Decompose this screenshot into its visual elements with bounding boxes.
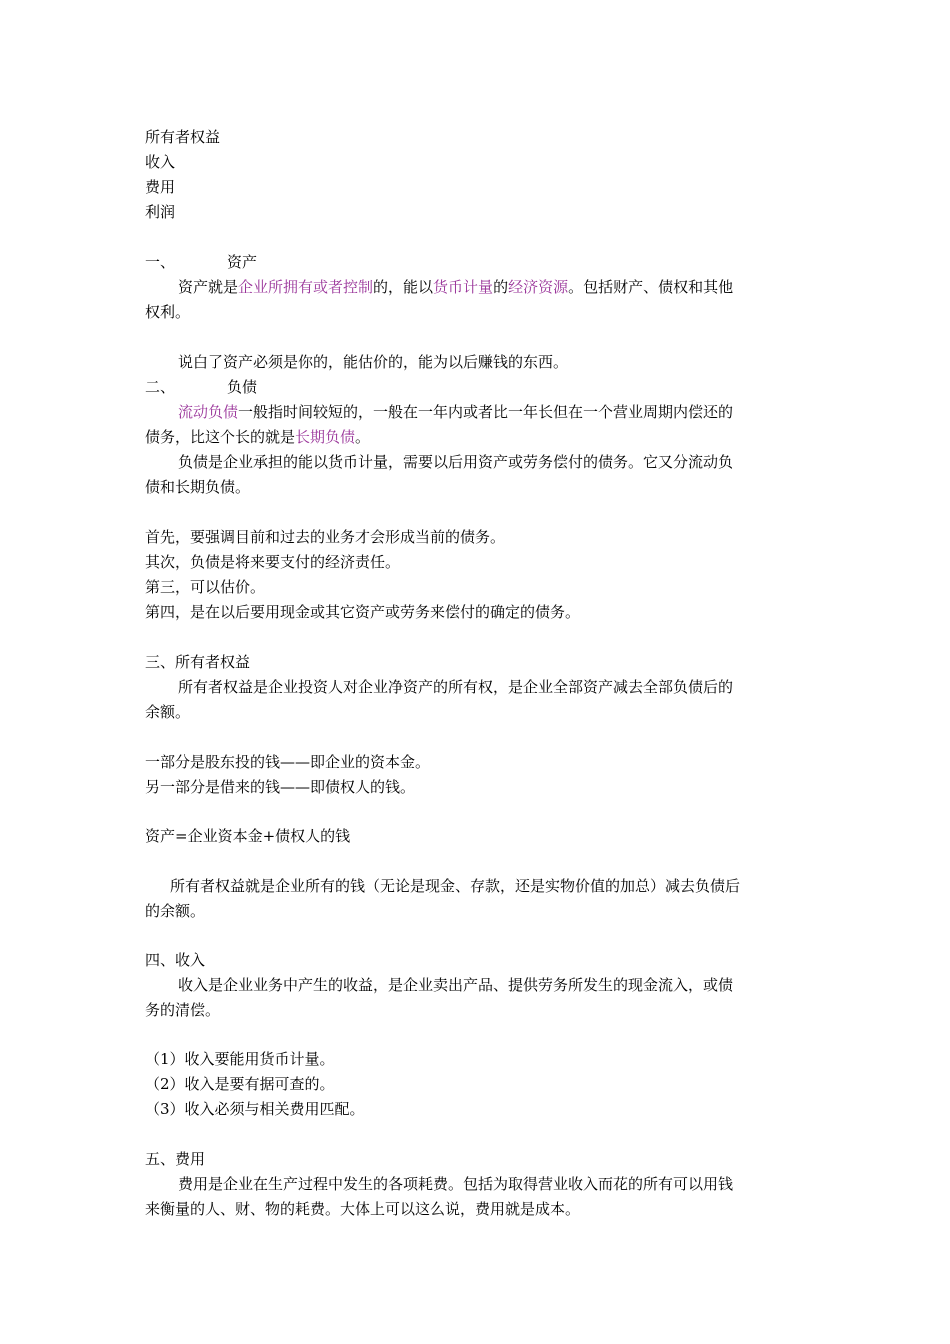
text-run: 的，能以 bbox=[373, 278, 434, 296]
highlighted-term: 流动负债 bbox=[178, 403, 239, 421]
list-item: 另一部分是借来的钱——即债权人的钱。 bbox=[145, 778, 416, 796]
paragraph-line: 所有者权益就是企业所有的钱（无论是现金、存款，还是实物价值的加总）减去负债后 bbox=[170, 877, 741, 895]
paragraph-line: 费用是企业在生产过程中发生的各项耗费。包括为取得营业收入而花的所有可以用钱 bbox=[178, 1175, 734, 1193]
text-run: 。 bbox=[355, 428, 371, 446]
paragraph-line bbox=[145, 427, 370, 447]
contents-item: 所有者权益 bbox=[145, 128, 221, 146]
list-item: 第四，是在以后要用现金或其它资产或劳务来偿付的确定的债务。 bbox=[145, 603, 581, 621]
section-title: 负债 bbox=[227, 378, 258, 396]
paragraph-line: 务的清偿。 bbox=[145, 1001, 221, 1019]
contents-item: 费用 bbox=[145, 178, 176, 196]
formula: 资产=企业资本金+债权人的钱 bbox=[145, 827, 351, 845]
section-heading-liabilities bbox=[145, 377, 257, 397]
list-item: 首先，要强调目前和过去的业务才会形成当前的债务。 bbox=[145, 528, 506, 546]
highlighted-term: 货币计量 bbox=[433, 278, 494, 296]
paragraph-line: 来衡量的人、财、物的耗费。大体上可以这么说，费用就是成本。 bbox=[145, 1200, 581, 1218]
highlighted-term: 长期负债 bbox=[295, 428, 356, 446]
list-item: （2）收入是要有据可查的。 bbox=[145, 1075, 335, 1093]
list-item: （1）收入要能用货币计量。 bbox=[145, 1050, 335, 1068]
text-run: 一般指时间较短的，一般在一年内或者比一年长但在一个营业周期内偿还的 bbox=[238, 403, 734, 421]
paragraph-line: 收入是企业业务中产生的收益，是企业卖出产品、提供劳务所发生的现金流入，或债 bbox=[178, 976, 734, 994]
section-number: 二、 bbox=[145, 378, 176, 396]
text-run: 。包括财产、债权和其他 bbox=[568, 278, 734, 296]
text-run: 的 bbox=[493, 278, 509, 296]
paragraph-line: 所有者权益是企业投资人对企业净资产的所有权，是企业全部资产减去全部负债后的 bbox=[178, 678, 734, 696]
contents-item: 收入 bbox=[145, 153, 176, 171]
section-heading-expenses: 五、费用 bbox=[145, 1150, 206, 1168]
list-item: （3）收入必须与相关费用匹配。 bbox=[145, 1100, 365, 1118]
paragraph-line bbox=[178, 277, 733, 297]
text-run: 资产就是 bbox=[178, 278, 239, 296]
section-heading-assets bbox=[145, 252, 257, 272]
section-title: 资产 bbox=[227, 253, 258, 271]
text-run: 债务，比这个长的就是 bbox=[145, 428, 296, 446]
list-item: 一部分是股东投的钱——即企业的资本金。 bbox=[145, 753, 431, 771]
highlighted-term: 经济资源 bbox=[508, 278, 569, 296]
section-number: 一、 bbox=[145, 253, 176, 271]
contents-item: 利润 bbox=[145, 203, 176, 221]
paragraph-line: 余额。 bbox=[145, 703, 191, 721]
section-heading-revenue: 四、收入 bbox=[145, 951, 206, 969]
section-heading-equity: 三、所有者权益 bbox=[145, 653, 251, 671]
highlighted-term: 企业所拥有或者控制 bbox=[238, 278, 374, 296]
paragraph-line: 负债是企业承担的能以货币计量，需要以后用资产或劳务偿付的债务。它又分流动负 bbox=[178, 453, 734, 471]
paragraph-line: 的余额。 bbox=[145, 902, 206, 920]
paragraph-line: 权利。 bbox=[145, 303, 191, 321]
paragraph-line: 债和长期负债。 bbox=[145, 478, 251, 496]
paragraph-line bbox=[178, 402, 733, 422]
list-item: 其次，负债是将来要支付的经济责任。 bbox=[145, 553, 401, 571]
paragraph-line: 说白了资产必须是你的，能估价的，能为以后赚钱的东西。 bbox=[178, 353, 569, 371]
list-item: 第三，可以估价。 bbox=[145, 578, 266, 596]
